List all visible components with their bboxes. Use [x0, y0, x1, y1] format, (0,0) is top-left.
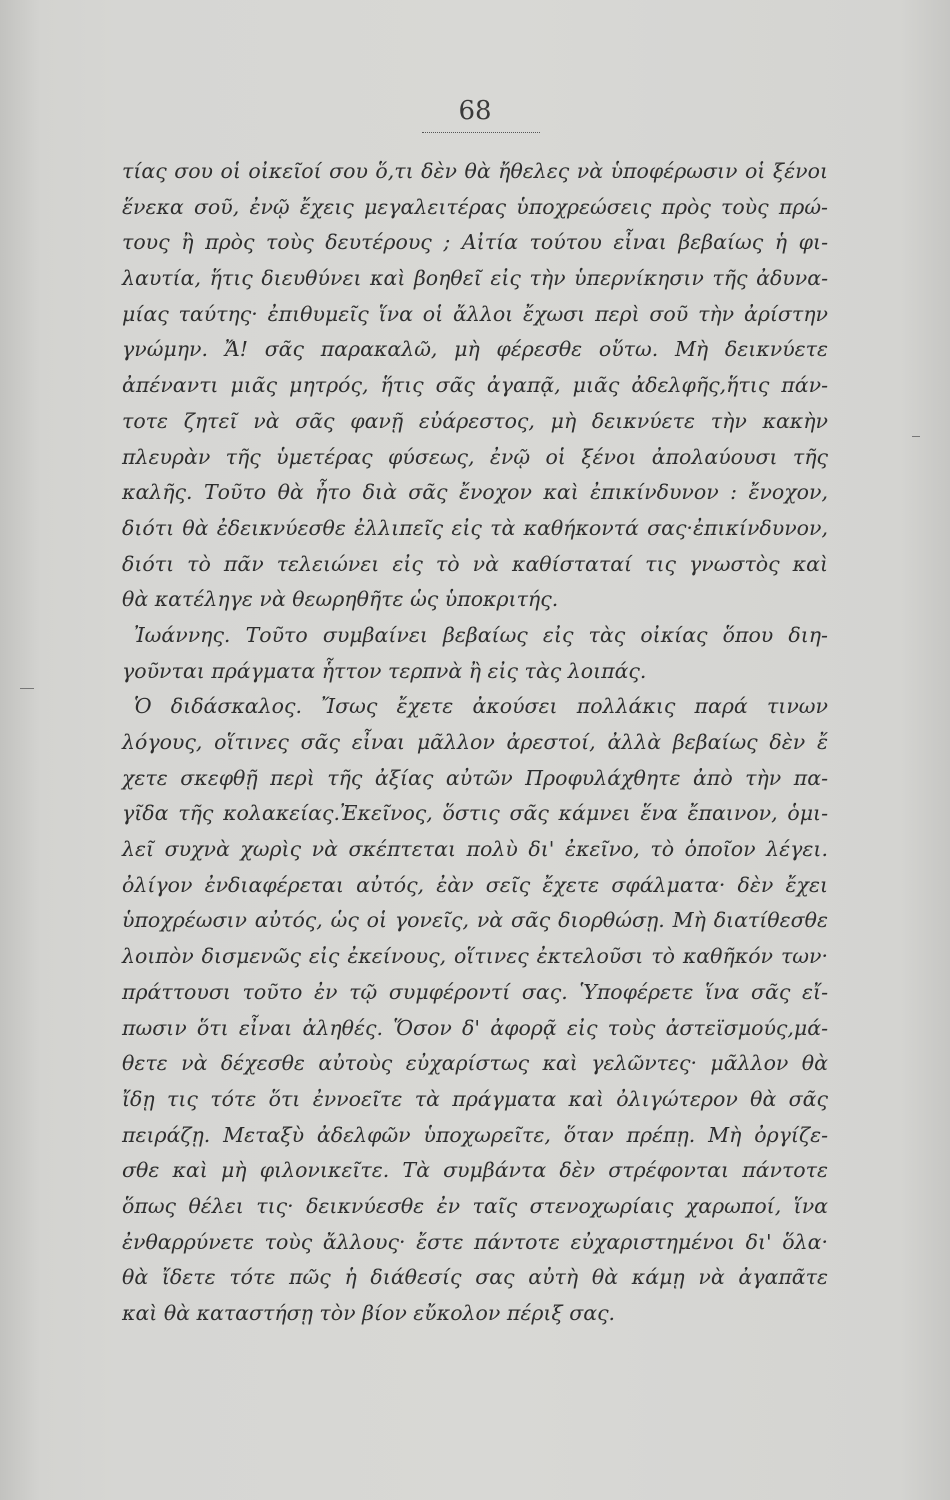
text-line: λεῖ συχνὰ χωρὶς νὰ σκέπτεται πολὺ δι' ἐκεῖνο, τὸ ὁποῖον λέγει.	[122, 837, 828, 862]
text-line: γνώμην. Ἄ! σᾶς παρακαλῶ, μὴ φέρεσθε οὕτω. Μὴ δεικνύετε	[122, 337, 828, 362]
text-line: θετε νὰ δέχεσθε αὐτοὺς εὐχαρίστως καὶ γελῶντες· μᾶλλον θὰ	[122, 1051, 828, 1076]
text-line: Ὁ διδάσκαλος. Ἴσως ἔχετε ἀκούσει πολλάκις παρά τινων	[134, 694, 828, 719]
text-line: γῖδα τῆς κολακείας.Ἐκεῖνος, ὅστις σᾶς κάμνει ἕνα ἔπαινον, ὁμι-	[122, 801, 828, 826]
text-line: πειράζῃ. Μεταξὺ ἀδελφῶν ὑποχωρεῖτε, ὅταν πρέπῃ. Μὴ ὀργίζε-	[122, 1122, 828, 1147]
text-line: διότι τὸ πᾶν τελειώνει εἰς τὸ νὰ καθίσταταί τις γνωστὸς καὶ	[122, 551, 828, 576]
text-line: λοιπὸν δισμενῶς εἰς ἐκείνους, οἵτινες ἐκτελοῦσι τὸ καθῆκόν των·	[122, 944, 828, 969]
text-line: ὅπως θέλει τις· δεικνύεσθε ἐν ταῖς στενοχωρίαις χαρωποί, ἵνα	[122, 1193, 828, 1218]
text-line: ὀλίγον ἐνδιαφέρεται αὐτός, ἐὰν σεῖς ἔχετε σφάλματα· δὲν ἔχει	[122, 872, 828, 897]
text-line: διότι θὰ ἐδεικνύεσθε ἐλλιπεῖς εἰς τὰ καθήκοντά σας·ἐπικίνδυνον,	[122, 515, 828, 540]
text-line: Ἰωάννης. Τοῦτο συμβαίνει βεβαίως εἰς τὰς οἰκίας ὅπου διη-	[134, 622, 828, 647]
text-line: τίας σου οἱ οἰκεῖοί σου ὅ,τι δὲν θὰ ἤθελες νὰ ὑποφέρωσιν οἱ ξένοι	[122, 159, 828, 183]
page-number: 68	[458, 96, 492, 126]
text-line: καὶ θὰ καταστήσῃ τὸν βίον εὔκολον πέριξ σας.	[122, 1301, 616, 1325]
margin-mark-right	[912, 436, 920, 437]
text-line: ἐνθαρρύνετε τοὺς ἄλλους· ἔστε πάντοτε εὐχαριστημένοι δι' ὅλα·	[122, 1229, 828, 1254]
text-line: ἕνεκα σοῦ, ἐνῷ ἔχεις μεγαλειτέρας ὑποχρεώσεις πρὸς τοὺς πρώ-	[122, 194, 828, 219]
text-line: ἴδῃ τις τότε ὅτι ἐννοεῖτε τὰ πράγματα καὶ ὀλιγώτερον θὰ σᾶς	[122, 1086, 828, 1111]
text-line: λαυτία, ἥτις διευθύνει καὶ βοηθεῖ εἰς τὴν ὑπερνίκησιν τῆς ἀδυνα-	[122, 266, 828, 291]
text-line: πωσιν ὅτι εἶναι ἀληθές. Ὅσον δ' ἀφορᾷ εἰς τοὺς ἀστεϊσμούς,μά-	[122, 1015, 828, 1040]
body-text	[122, 154, 828, 1332]
text-line: τους ἢ πρὸς τοὺς δευτέρους ; Αἰτία τούτου εἶναι βεβαίως ἡ φι-	[122, 230, 828, 255]
text-line: ὑποχρέωσιν αὐτός, ὡς οἱ γονεῖς, νὰ σᾶς διορθώσῃ. Μὴ διατίθεσθε	[122, 908, 828, 933]
text-line: πλευρὰν τῆς ὑμετέρας φύσεως, ἐνῷ οἱ ξένοι ἀπολαύουσι τῆς	[122, 444, 828, 469]
text-line: τοτε ζητεῖ νὰ σᾶς φανῇ εὐάρεστος, μὴ δεικνύετε τὴν κακὴν	[122, 408, 828, 433]
text-line: θὰ ἴδετε τότε πῶς ἡ διάθεσίς σας αὐτὴ θὰ κάμῃ νὰ ἀγαπᾶτε	[122, 1265, 828, 1290]
text-line: σθε καὶ μὴ φιλονικεῖτε. Τὰ συμβάντα δὲν στρέφονται πάντοτε	[122, 1158, 828, 1183]
text-line: καλῆς. Τοῦτο θὰ ἦτο διὰ σᾶς ἔνοχον καὶ ἐπικίνδυνον : ἔνοχον,	[122, 480, 828, 505]
text-line: λόγους, οἵτινες σᾶς εἶναι μᾶλλον ἀρεστοί, ἀλλὰ βεβαίως δὲν ἔ	[122, 730, 828, 754]
margin-mark	[20, 688, 34, 689]
text-line: ἀπέναντι μιᾶς μητρός, ἥτις σᾶς ἀγαπᾷ, μιᾶς ἀδελφῆς,ἥτις πάν-	[122, 373, 828, 398]
text-line: γοῦνται πράγματα ἧττον τερπνὰ ἢ εἰς τὰς λοιπάς.	[122, 658, 647, 683]
header-rule	[422, 132, 540, 133]
text-line: θὰ κατέληγε νὰ θεωρηθῆτε ὡς ὑποκριτής.	[122, 587, 559, 612]
text-line: μίας ταύτης· ἐπιθυμεῖς ἵνα οἱ ἄλλοι ἔχωσι περὶ σοῦ τὴν ἀρίστην	[122, 301, 828, 326]
text-line: πράττουσι τοῦτο ἐν τῷ συμφέροντί σας. Ὑποφέρετε ἵνα σᾶς εἴ-	[122, 979, 828, 1004]
text-line: χετε σκεφθῇ περὶ τῆς ἀξίας αὐτῶν Προφυλάχθητε ἀπὸ τὴν πα-	[122, 765, 828, 790]
